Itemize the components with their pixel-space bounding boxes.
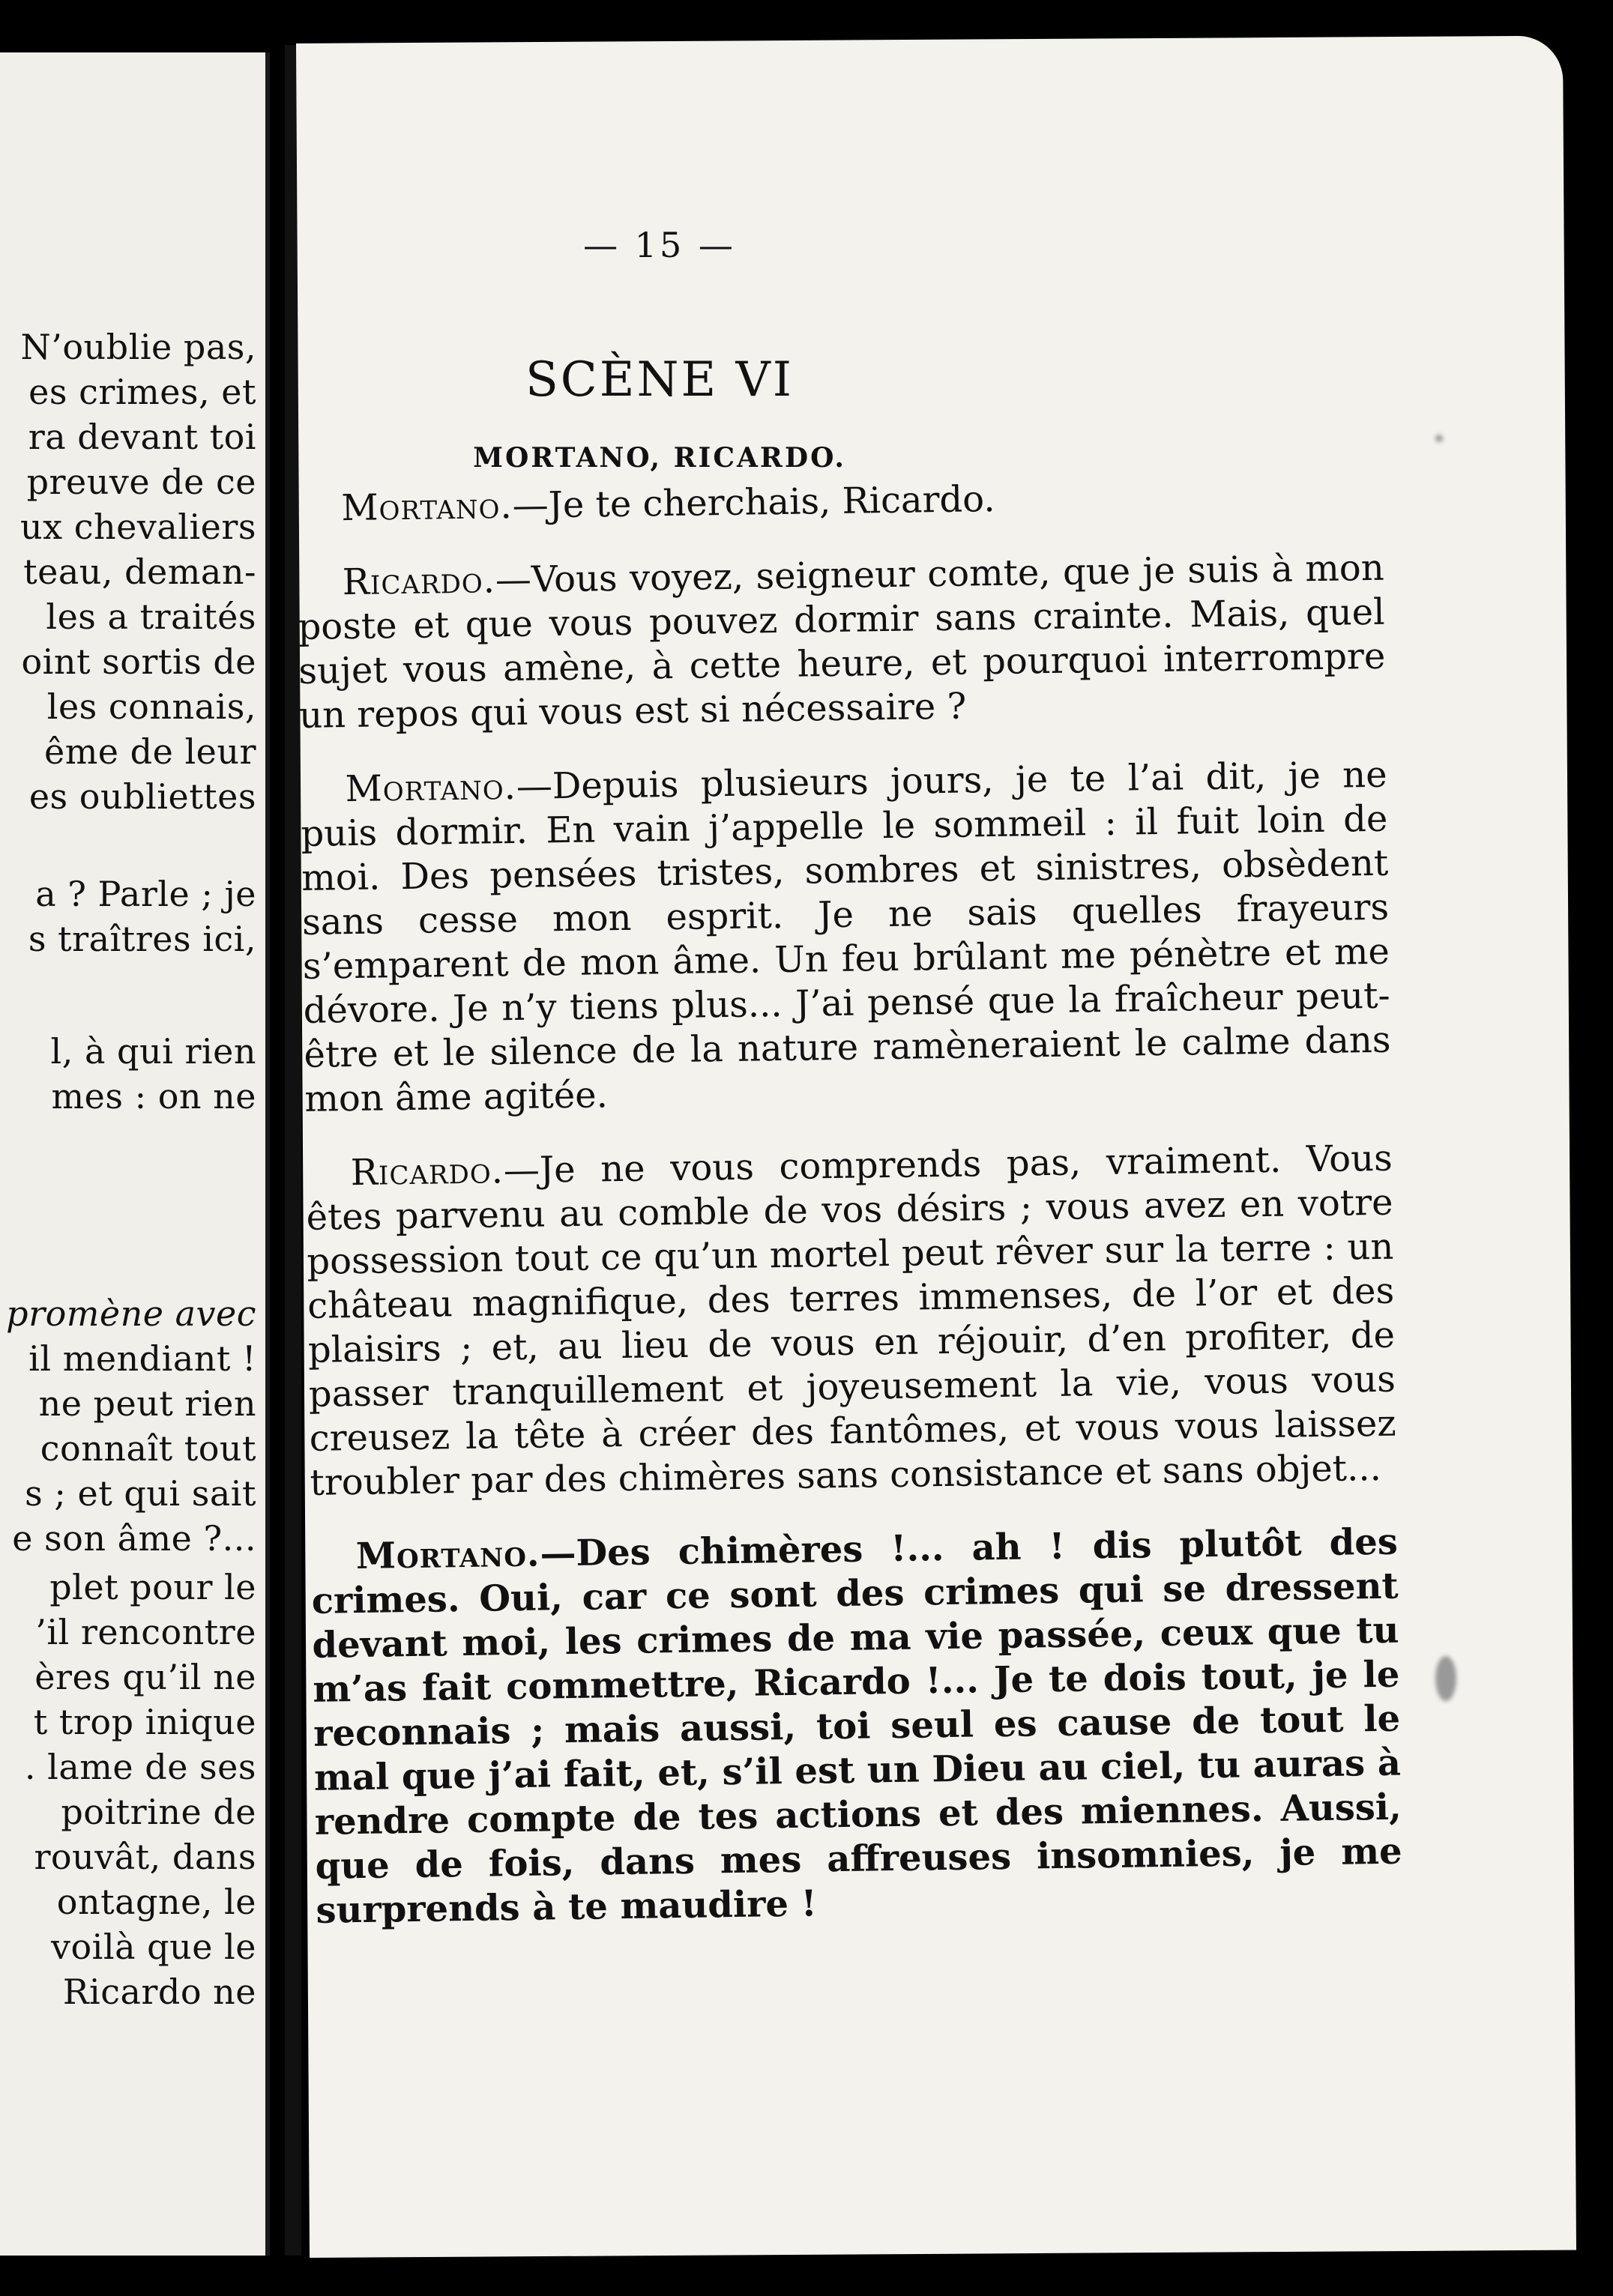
scene-characters: MORTANO, RICARDO. [473, 442, 846, 474]
left-page-line: ne peut rien [38, 1383, 256, 1424]
dialogue-paragraph [297, 546, 1386, 738]
left-page-line: connaît tout [40, 1428, 256, 1469]
left-page-line: ux chevaliers [20, 507, 256, 547]
left-page-line: les a traités [46, 596, 256, 637]
speech-text: —Des chimères !... ah ! dis plutôt des crimes. Oui, car ce sont des crimes qui se dressent devant moi, les crimes de ma vie passée, ceux que tu m’as fait commettre, Ricardo !... Je te dois tout, je le reconnais ; mais aussi, toi seul es cause de tout le mal que j’ai fait, et, s’il est un Dieu au ciel, tu auras à rendre compte de tes actions et des miennes. Aussi, que de fois, dans mes affreuses insomnies, je me surprends à te maudire ! [311, 1520, 1402, 1932]
dialogue-body [296, 472, 1403, 1963]
left-page-line: il mendiant ! [28, 1338, 256, 1379]
left-page-line: teau, deman- [23, 552, 256, 592]
left-page-line: mes : on ne [51, 1076, 256, 1117]
left-page-line: Ricardo ne [62, 1972, 256, 2012]
speech-text: —Depuis plusieurs jours, je te l’ai dit, je ne puis dormir. En vain j’appelle le sommeil : il fuit loin de moi. Des pensées tristes, sombres et sinistres, obsèdent sans cesse mon esprit. Je ne sais quelles frayeurs s’emparent de mon âme. Un feu brûlant me pénètre et me dévore. Je n’y tiens plus... J’ai pensé que la fraîcheur peut-être et le silence de la nature ramèneraient le calme dans mon âme agitée. [301, 753, 1391, 1120]
scan-speck [1435, 435, 1443, 442]
left-page-line: t trop inique [33, 1702, 256, 1742]
speaker-name: Ricardo. [342, 559, 496, 604]
left-page-line: s ; et qui sait [25, 1473, 256, 1514]
left-page-line: ’il rencontre [35, 1612, 256, 1652]
scan-speck [1435, 1656, 1456, 1701]
left-page-line: ra devant toi [28, 417, 256, 457]
dialogue-paragraph [311, 1520, 1403, 1933]
left-page-line: preuve de ce [26, 462, 256, 502]
dialogue-paragraph [305, 1137, 1396, 1505]
speaker-name: Mortano. [345, 765, 517, 811]
left-page-line: poitrine de [61, 1792, 256, 1832]
page-number: — 15 — [583, 225, 736, 265]
speaker-name: Mortano. [341, 484, 513, 530]
speech-text: —Je te cherchais, Ricardo. [512, 477, 995, 527]
left-page-line: es crimes, et [28, 372, 256, 412]
left-page-line: a ? Parle ; je [35, 874, 256, 914]
left-page-line: es oubliettes [28, 776, 256, 817]
left-page-line: ême de leur [43, 731, 256, 772]
left-page-line: promène avec [6, 1293, 256, 1334]
speaker-name: Ricardo. [350, 1149, 504, 1194]
left-page-line: oint sortis de [21, 641, 256, 682]
left-page-line: ères qu’il ne [34, 1657, 256, 1697]
left-page-line: les connais, [46, 686, 256, 727]
left-page-line: rouvât, dans [34, 1837, 256, 1877]
speech-text: —Vous voyez, seigneur comte, que je suis à mon poste et que vous pouvez dormir sans crainte. Mais, quel sujet vous amène, à cette heure, et pourquoi interrompre un repos qui vous est si nécessaire ? [298, 546, 1386, 737]
left-page-line: ontagne, le [56, 1882, 256, 1922]
dialogue-paragraph [300, 753, 1391, 1122]
left-page-line: l, à qui rien [50, 1031, 256, 1072]
left-page-line: s traîtres ici, [28, 919, 256, 959]
scene-title: SCÈNE VI [525, 352, 795, 408]
speech-text: —Je ne vous comprends pas, vraiment. Vous êtes parvenu au comble de vos désirs ; vous avez en votre possession tout ce qu’un mortel peut rêver sur la terre : un château magnifique, des terres immenses, de l’or et des plaisirs ; et, au lieu de vous en réjouir, d’en profiter, de passer tranquillement et joyeusement la vie, vous vous creusez la tête à créer des fantômes, et vous vous laissez troubler par des chimères sans consistance et sans objet... [306, 1137, 1396, 1504]
left-page-line: plet pour le [49, 1567, 256, 1607]
left-page-line: . lame de ses [24, 1747, 256, 1787]
speaker-name: Mortano. [355, 1532, 540, 1578]
left-page-line: e son âme ?... [12, 1518, 256, 1559]
left-page [0, 52, 270, 2256]
left-page-line: N’oublie pas, [20, 327, 256, 367]
left-page-line: voilà que le [50, 1927, 256, 1967]
